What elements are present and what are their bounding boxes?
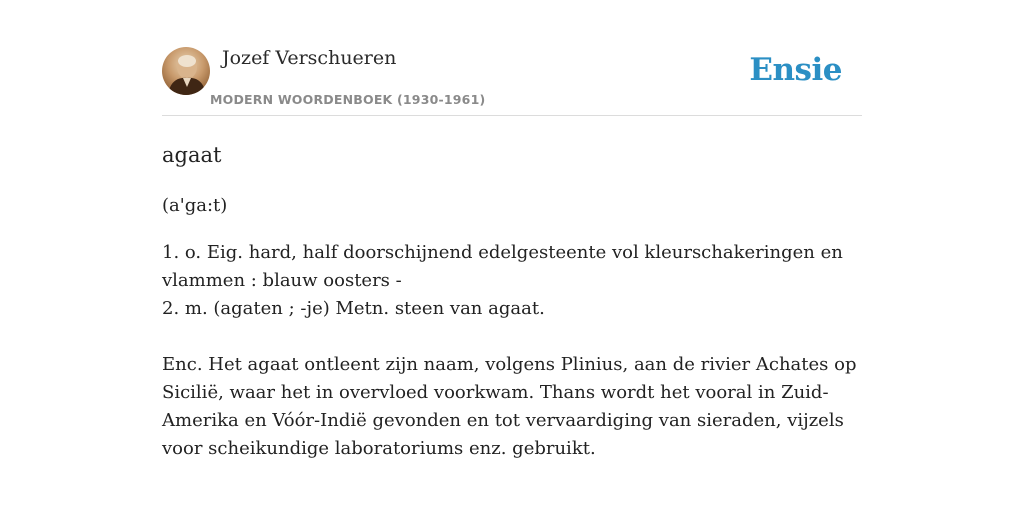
ensie-logo[interactable]: Ensie [749,52,842,88]
author-avatar[interactable] [162,47,210,95]
author-portrait-icon [162,47,210,95]
entry-card [162,0,862,512]
definition-line: vlammen : blauw oosters - [162,270,402,291]
entry-definitions [162,239,862,323]
definition-line: 1. o. Eig. hard, half doorschijnend edelgesteente vol kleurschakeringen en [162,242,843,263]
dictionary-source: MODERN WOORDENBOEK (1930-1961) [210,92,486,107]
author-name[interactable]: Jozef Verschueren [222,47,397,69]
entry-header [162,0,862,116]
entry-term: agaat [162,143,222,167]
encyclopedic-note: Enc. Het agaat ontleent zijn naam, volgens Plinius, aan de rivier Achates op Sicilië, waar het in overvloed voorkwam. Thans wordt het vooral in Zuid-Amerika en Vóór-Indië gevonden en tot vervaardiging van sieraden, vijzels voor scheikundige laboratoriums enz. gebruikt. [162,354,857,459]
definition-line: 2. m. (agaten ; -je) Metn. steen van agaat. [162,298,545,319]
entry-pronunciation: (a'ga:t) [162,195,228,216]
